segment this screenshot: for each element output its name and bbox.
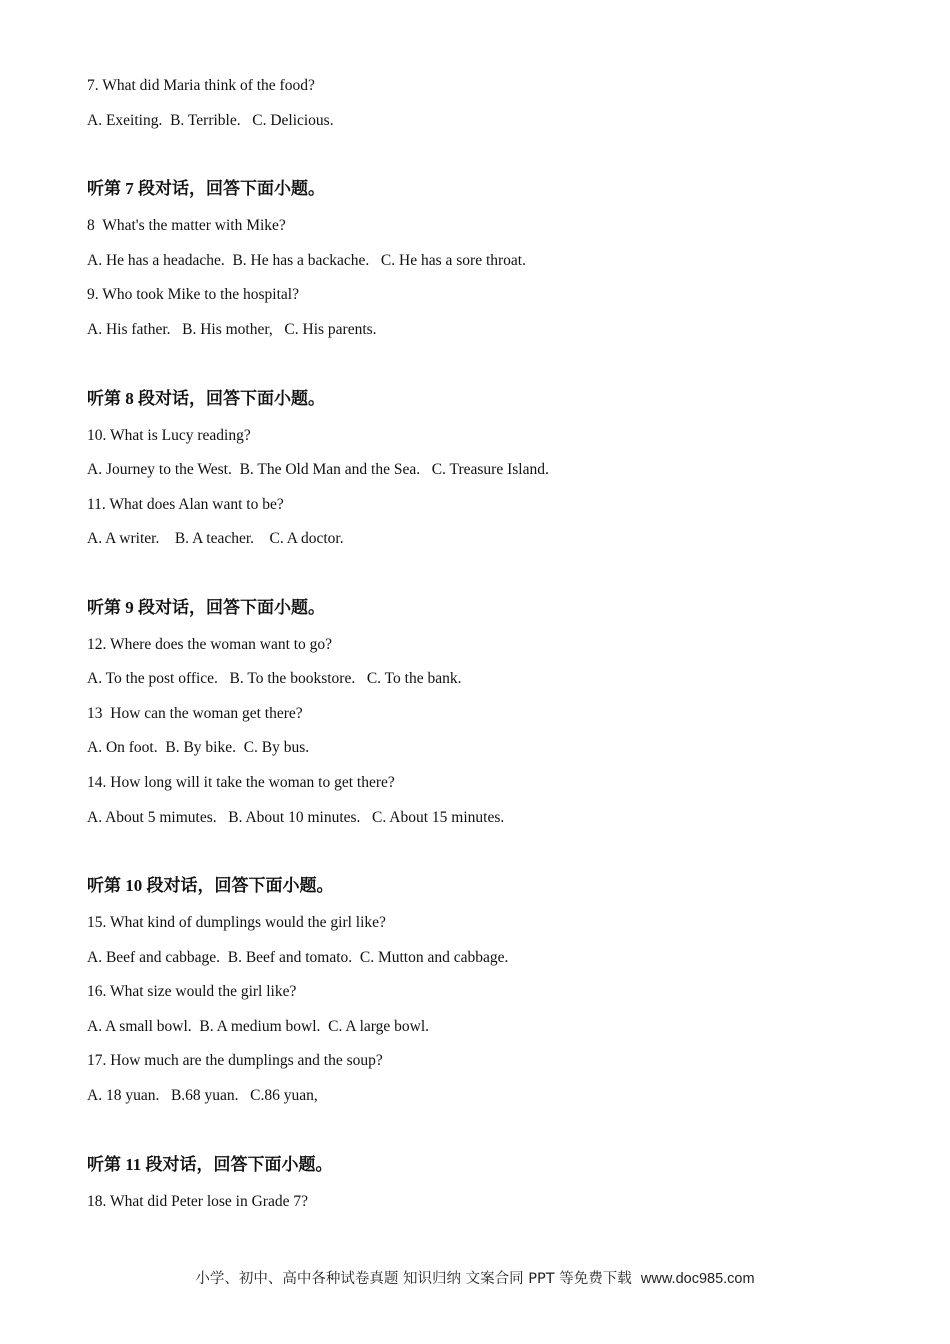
- question-18: 18. What did Peter lose in Grade 7?: [87, 1193, 308, 1210]
- options-14: A. About 5 mimutes. B. About 10 minutes. C. About 15 minutes.: [87, 809, 505, 826]
- page-footer: [0, 1268, 950, 1290]
- question-8: 8 What's the matter with Mike?: [87, 217, 286, 234]
- options-15: A. Beef and cabbage. B. Beef and tomato. C. Mutton and cabbage.: [87, 949, 509, 966]
- question-7: 7. What did Maria think of the food?: [87, 77, 315, 94]
- options-17: A. 18 yuan. B.68 yuan. C.86 yuan,: [87, 1087, 318, 1104]
- section-heading-7: 听第 7 段对话，回答下面小题。: [87, 179, 325, 198]
- options-9: A. His father. B. His mother, C. His parents.: [87, 321, 377, 338]
- question-15: 15. What kind of dumplings would the girl like?: [87, 914, 386, 931]
- question-9: 9. Who took Mike to the hospital?: [87, 286, 299, 303]
- question-17: 17. How much are the dumplings and the soup?: [87, 1052, 383, 1069]
- options-10: A. Journey to the West. B. The Old Man and the Sea. C. Treasure Island.: [87, 461, 549, 478]
- question-10: 10. What is Lucy reading?: [87, 427, 251, 444]
- question-14: 14. How long will it take the woman to get there?: [87, 774, 395, 791]
- options-11: A. A writer. B. A teacher. C. A doctor.: [87, 530, 344, 547]
- footer-url[interactable]: www.doc985.com: [640, 1271, 755, 1287]
- question-12: 12. Where does the woman want to go?: [87, 636, 333, 653]
- options-8: A. He has a headache. B. He has a backache. C. He has a sore throat.: [87, 252, 526, 269]
- question-13: 13 How can the woman get there?: [87, 705, 303, 722]
- section-heading-10: 听第 10 段对话，回答下面小题。: [87, 876, 334, 895]
- options-12: A. To the post office. B. To the bookstore. C. To the bank.: [87, 670, 462, 687]
- question-16: 16. What size would the girl like?: [87, 983, 297, 1000]
- question-11: 11. What does Alan want to be?: [87, 496, 284, 513]
- section-heading-11: 听第 11 段对话，回答下面小题。: [87, 1155, 333, 1174]
- section-heading-8: 听第 8 段对话，回答下面小题。: [87, 389, 325, 408]
- options-13: A. On foot. B. By bike. C. By bus.: [87, 739, 310, 756]
- options-7: A. Exeiting. B. Terrible. C. Delicious.: [87, 112, 334, 129]
- footer-text: 小学、初中、高中各种试卷真题 知识归纳 文案合同 PPT 等免费下载: [195, 1271, 641, 1287]
- options-16: A. A small bowl. B. A medium bowl. C. A large bowl.: [87, 1018, 430, 1035]
- section-heading-9: 听第 9 段对话，回答下面小题。: [87, 598, 325, 617]
